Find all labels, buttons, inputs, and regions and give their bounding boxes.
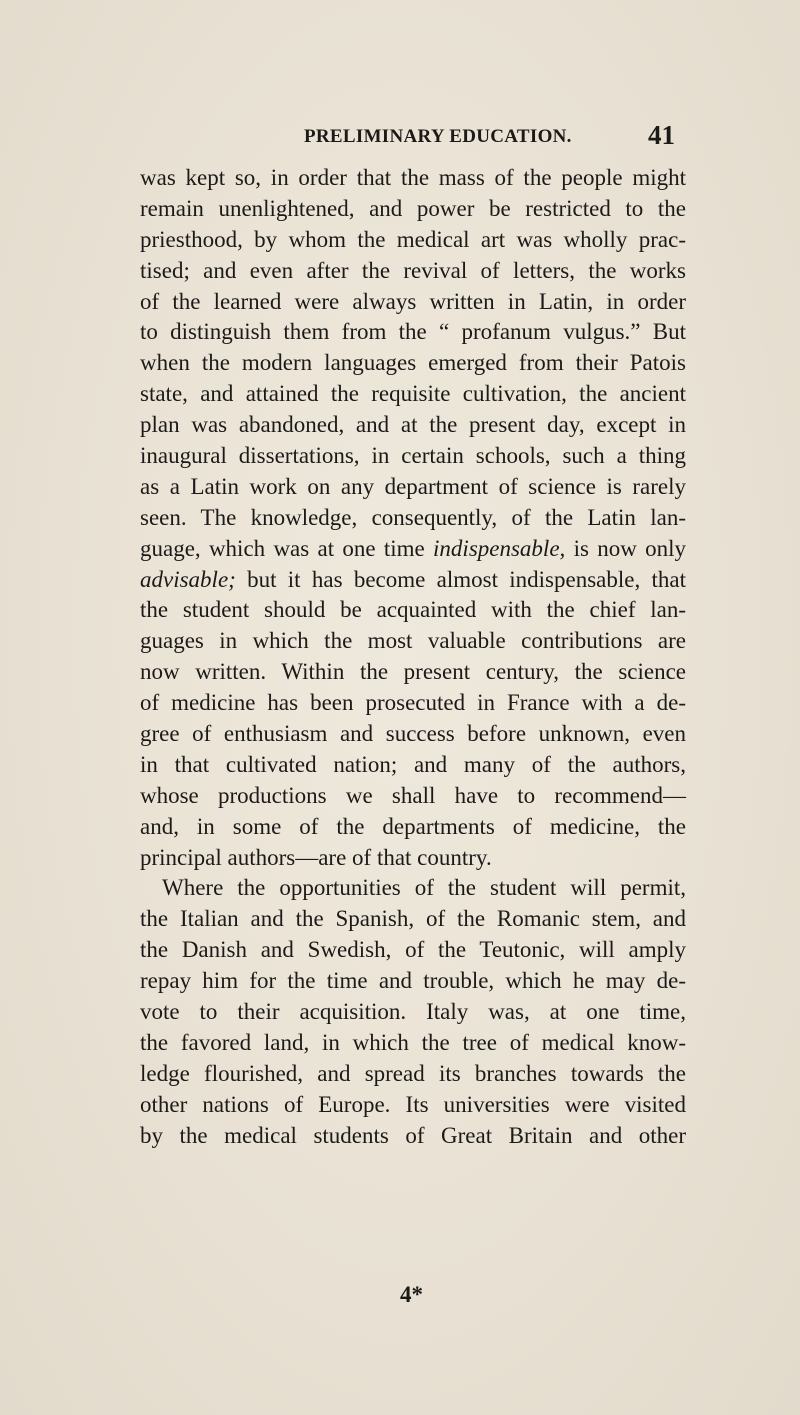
text-line: was kept so, in order that the mass of the people might (140, 165, 686, 190)
page-number: 41 (648, 120, 675, 150)
text-line: in that cultivated nation; and many of the authors, (140, 751, 686, 777)
text-line: tised; and even after the revival of letters, the works (140, 257, 686, 283)
text-line: ledge flourished, and spread its branches towards the (140, 1060, 686, 1086)
italic-phrase: advisable; (140, 566, 236, 592)
text-line: of medicine has been prosecuted in France with a de- (140, 690, 686, 716)
text-line: of the learned were always written in Latin, in order (140, 288, 686, 314)
text-line: and, in some of the departments of medicine, the (140, 813, 686, 839)
text-line: gree of enthusiasm and success before unknown, even (140, 721, 686, 747)
text-line: plan was abandoned, and at the present day, except in (140, 412, 686, 438)
signature-mark: 4* (400, 1282, 423, 1307)
running-head: PRELIMINARY EDUCATION. (304, 126, 572, 147)
text-line: advisable; but it has become almost indispensable, that (140, 566, 686, 592)
text-line: the favored land, in which the tree of medical know- (140, 1029, 686, 1055)
text-line: priesthood, by whom the medical art was wholly prac- (140, 226, 686, 252)
body-text (140, 163, 686, 1152)
text-line: repay him for the time and trouble, which he may de- (140, 968, 686, 994)
italic-phrase: indispensable, (433, 535, 566, 561)
text-line: the student should be acquainted with the chief lan- (140, 597, 686, 623)
text-line: other nations of Europe. Its universities were visited (140, 1091, 686, 1117)
text-line: the Danish and Swedish, of the Teutonic, will amply (140, 937, 686, 963)
text-line: guages in which the most valuable contributions are (140, 628, 686, 654)
text-line: whose productions we shall have to recommend— (140, 782, 686, 808)
text-line: state, and attained the requisite cultivation, the ancient (140, 381, 686, 407)
page-header (0, 122, 800, 152)
text-line: as a Latin work on any department of science is rarely (140, 473, 686, 499)
text-line: inaugural dissertations, in certain schools, such a thing (140, 443, 686, 469)
text-line: to distinguish them from the “ profanum vulgus.” But (140, 319, 686, 345)
text-line: seen. The knowledge, consequently, of the Latin lan- (140, 504, 686, 530)
text-line: remain unenlightened, and power be restricted to the (140, 195, 686, 221)
text-line: the Italian and the Spanish, of the Romanic stem, and (140, 906, 686, 932)
text-line: when the modern languages emerged from their Patois (140, 350, 686, 376)
text-line: now written. Within the present century, the science (140, 659, 686, 685)
text-line: Where the opportunities of the student will permit, (162, 875, 686, 901)
text-line: by the medical students of Great Britain and other (140, 1122, 686, 1148)
text-line: guage, which was at one time indispensable, is now only (140, 535, 686, 561)
text-line: principal authors—are of that country. (140, 844, 492, 870)
text-line: vote to their acquisition. Italy was, at one time, (140, 999, 686, 1025)
